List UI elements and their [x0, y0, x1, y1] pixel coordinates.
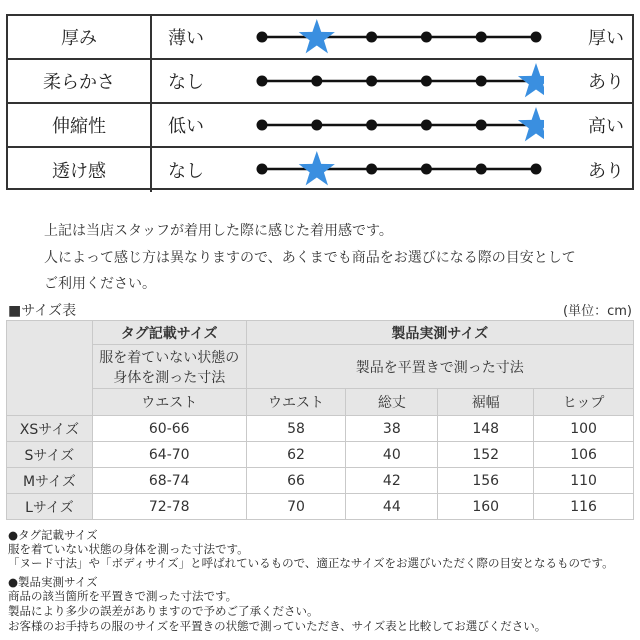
feel-row-name: 柔らかさ [8, 60, 152, 102]
size-label: XSサイズ [7, 416, 93, 442]
footnote-measured-line-2: 製品により多少の誤差がありますので予めご了承ください。 [8, 604, 319, 618]
scale-dot [476, 164, 487, 175]
cell-waist: 66 [246, 468, 346, 494]
scale-dot [421, 164, 432, 175]
table-row [7, 468, 634, 494]
rating-star-icon [299, 19, 335, 53]
size-label: Sサイズ [7, 442, 93, 468]
scale-dot [311, 120, 322, 131]
cell-length: 38 [346, 416, 438, 442]
scale-dot [476, 32, 487, 43]
feel-row [8, 148, 632, 192]
cell-waist: 58 [246, 416, 346, 442]
footnote-tag-heading: ●タグ記載サイズ [8, 528, 98, 542]
scale-dot [257, 32, 268, 43]
cell-waist: 70 [246, 494, 346, 520]
feel-row-low-label: 低い [168, 116, 204, 137]
footnote-measured-heading: ●製品実測サイズ [8, 575, 98, 589]
size-label: Lサイズ [7, 494, 93, 520]
cell-tag-waist: 64-70 [92, 442, 246, 468]
cell-hip: 110 [534, 468, 634, 494]
rating-star-icon [299, 151, 335, 185]
size-table-title: ■サイズ表 [8, 303, 77, 319]
feel-row-low-label: なし [168, 72, 204, 93]
scale-dot [366, 32, 377, 43]
scale-dot [421, 76, 432, 87]
table-row [7, 442, 634, 468]
cell-waist: 62 [246, 442, 346, 468]
cell-length: 44 [346, 494, 438, 520]
footnote-measured-line-1: 商品の該当箇所を平置きで測った寸法です。 [8, 589, 238, 603]
note-line-2: 人によって感じ方は異なりますので、あくまでも商品をお選びになる際の目安として [44, 250, 576, 266]
feel-row-name: 厚み [8, 16, 152, 58]
scale-dot [531, 164, 542, 175]
measured-size-description: 製品を平置きで測った寸法 [246, 345, 633, 389]
scale-dot [311, 76, 322, 87]
footnote-tag-line-2: 「ヌード寸法」や「ボディサイズ」と呼ばれているもので、適正なサイズをお選びいただく際の目安となるものです。 [8, 556, 614, 570]
cell-hip: 116 [534, 494, 634, 520]
footnote-tag-line-1: 服を着ていない状態の身体を測った寸法です。 [8, 542, 249, 556]
scale-dot [531, 32, 542, 43]
col-tag-waist: ウエスト [92, 389, 246, 416]
col-length: 総丈 [346, 389, 438, 416]
scale-dot [476, 76, 487, 87]
feel-row-low-label: なし [168, 161, 204, 182]
tag-desc-line-2: 身体を測った寸法 [113, 369, 226, 386]
scale-dot [476, 120, 487, 131]
feel-row-high-label: あり [588, 161, 624, 182]
col-hip: ヒップ [534, 389, 634, 416]
col-waist: ウエスト [246, 389, 346, 416]
cell-tag-waist: 68-74 [92, 468, 246, 494]
tag-size-header: タグ記載サイズ [92, 321, 246, 345]
measured-size-header: 製品実測サイズ [246, 321, 633, 345]
size-table [6, 320, 634, 520]
cell-hem-width: 160 [438, 494, 534, 520]
scale-dot [366, 120, 377, 131]
cell-hem-width: 156 [438, 468, 534, 494]
scale-dot [421, 120, 432, 131]
feel-rating-scale [244, 60, 544, 104]
feel-row-low-label: 薄い [168, 28, 204, 49]
note-line-1: 上記は当店スタッフが着用した際に感じた着用感です。 [44, 223, 393, 239]
scale-dot [366, 76, 377, 87]
feel-rating-scale [244, 148, 544, 192]
cell-length: 40 [346, 442, 438, 468]
cell-length: 42 [346, 468, 438, 494]
size-table-corner [7, 321, 93, 416]
feel-row-high-label: 厚い [588, 28, 624, 49]
footnote-measured-line-3: お客様のお手持ちの服のサイズを平置きの状態で測っていただき、サイズ表と比較してお選びください。 [8, 619, 547, 633]
cell-tag-waist: 72-78 [92, 494, 246, 520]
cell-hem-width: 148 [438, 416, 534, 442]
scale-dot [366, 164, 377, 175]
size-label: Mサイズ [7, 468, 93, 494]
scale-dot [421, 32, 432, 43]
table-row [7, 494, 634, 520]
tag-size-description [92, 345, 246, 389]
tag-desc-line-1: 服を着ていない状態の [99, 349, 240, 366]
feel-rating-scale [244, 104, 544, 148]
size-table-unit: (単位：cm) [563, 304, 632, 319]
feel-row [8, 104, 632, 148]
cell-hem-width: 152 [438, 442, 534, 468]
col-hem-width: 裾幅 [438, 389, 534, 416]
feel-row-name: 透け感 [8, 148, 152, 192]
cell-hip: 100 [534, 416, 634, 442]
feel-row-high-label: あり [588, 72, 624, 93]
scale-dot [257, 76, 268, 87]
feel-rating-scale [244, 16, 544, 60]
scale-dot [257, 120, 268, 131]
feel-row-high-label: 高い [588, 116, 624, 137]
feel-table [6, 14, 634, 190]
cell-hip: 106 [534, 442, 634, 468]
feel-row [8, 60, 632, 104]
note-line-3: ご利用ください。 [44, 276, 156, 292]
cell-tag-waist: 60-66 [92, 416, 246, 442]
feel-row-name: 伸縮性 [8, 104, 152, 146]
scale-dot [257, 164, 268, 175]
feel-row [8, 16, 632, 60]
table-row [7, 416, 634, 442]
